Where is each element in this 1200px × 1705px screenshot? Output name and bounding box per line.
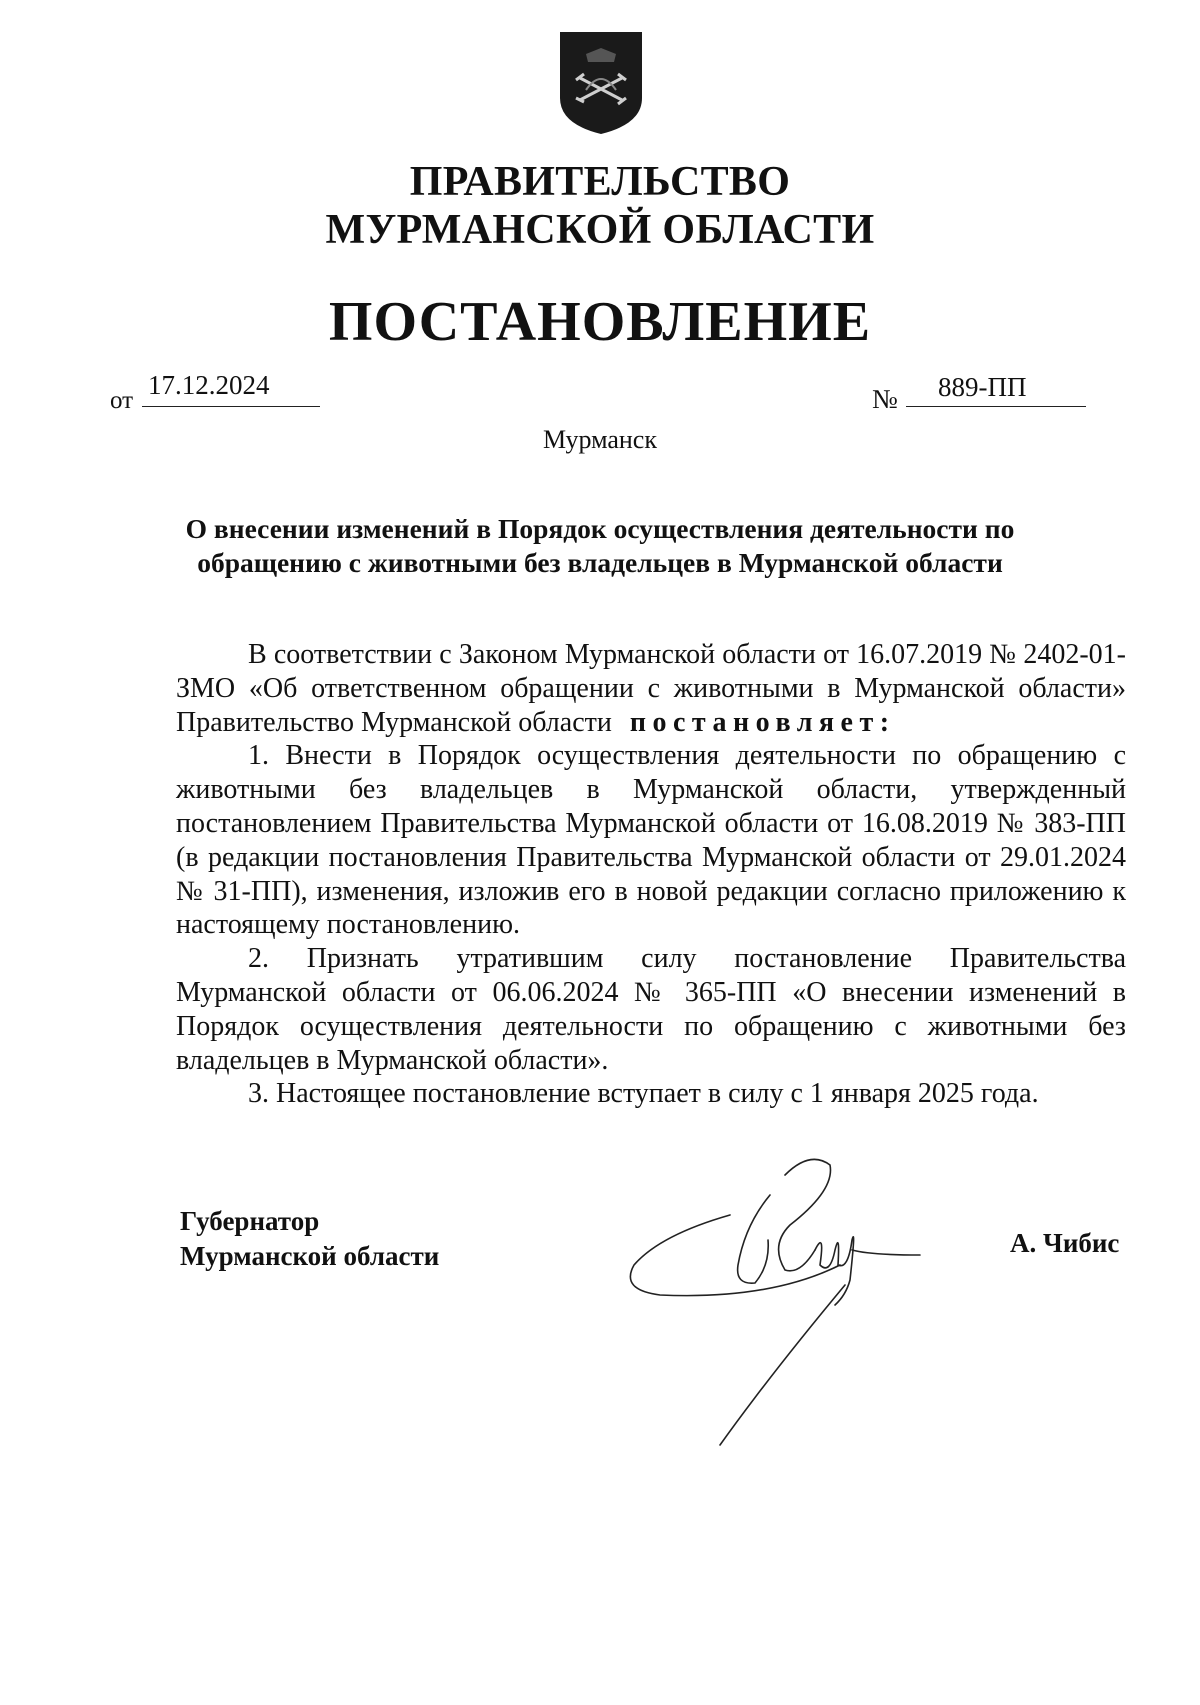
item-2: 2. Признать утратившим силу постановление Правительства Мурманской области от 06.06.2024 № 365-ПП «О внесении изменений в Порядок осуществления деятельности по обращению с животными без владельцев в Мурманской области». [176,943,1126,1076]
number-underline [906,406,1086,407]
signatory-name: А. Чибис [1010,1228,1120,1258]
government-name-line2: МУРМАНСКОЙ ОБЛАСТИ [325,207,875,253]
handwritten-signature [620,1155,950,1465]
decree-number: 889-ПП [938,372,1027,402]
resolves-word: постановляет: [629,706,896,738]
item-3: 3. Настоящее постановление вступает в силу с 1 января 2025 года. [248,1078,1039,1110]
signatory-position [180,1204,439,1274]
city-name: Мурманск [543,425,657,454]
intro-paragraph [176,638,1126,739]
decree-subject: О внесении изменений в Порядок осуществления деятельности по обращению с животными без владельцев в Мурманской области [185,513,1015,578]
decree-date: 17.12.2024 [148,370,270,400]
government-name-line1: ПРАВИТЕЛЬСТВО [409,159,791,205]
number-prefix: № [872,384,898,414]
item-1: 1. Внести в Порядок осуществления деятельности по обращению с животными без владельцев в Мурманской области, утвержденный постановлением Правительства Мурманской области от 16.08.2019 № 383-ПП (в редакции постановления Правительства Мурманской области от 29.01.2024 № 31-ПП), изменения, изложив его в новой редакции согласно приложению к настоящему постановлению. [176,740,1126,941]
position-line1: Губернатор [180,1206,320,1236]
coat-of-arms-icon [556,28,646,136]
date-prefix: от [110,387,134,414]
date-underline [142,406,320,407]
decree-title: ПОСТАНОВЛЕНИЕ [328,291,872,353]
decree-body [176,638,1126,1111]
position-line2: Мурманской области [180,1241,440,1271]
intro-text: В соответствии с Законом Мурманской области от 16.07.2019 № 2402-01-ЗМО «Об ответственном обращении с животными в Мурманской области» Правительство Мурманской области [176,639,1126,738]
